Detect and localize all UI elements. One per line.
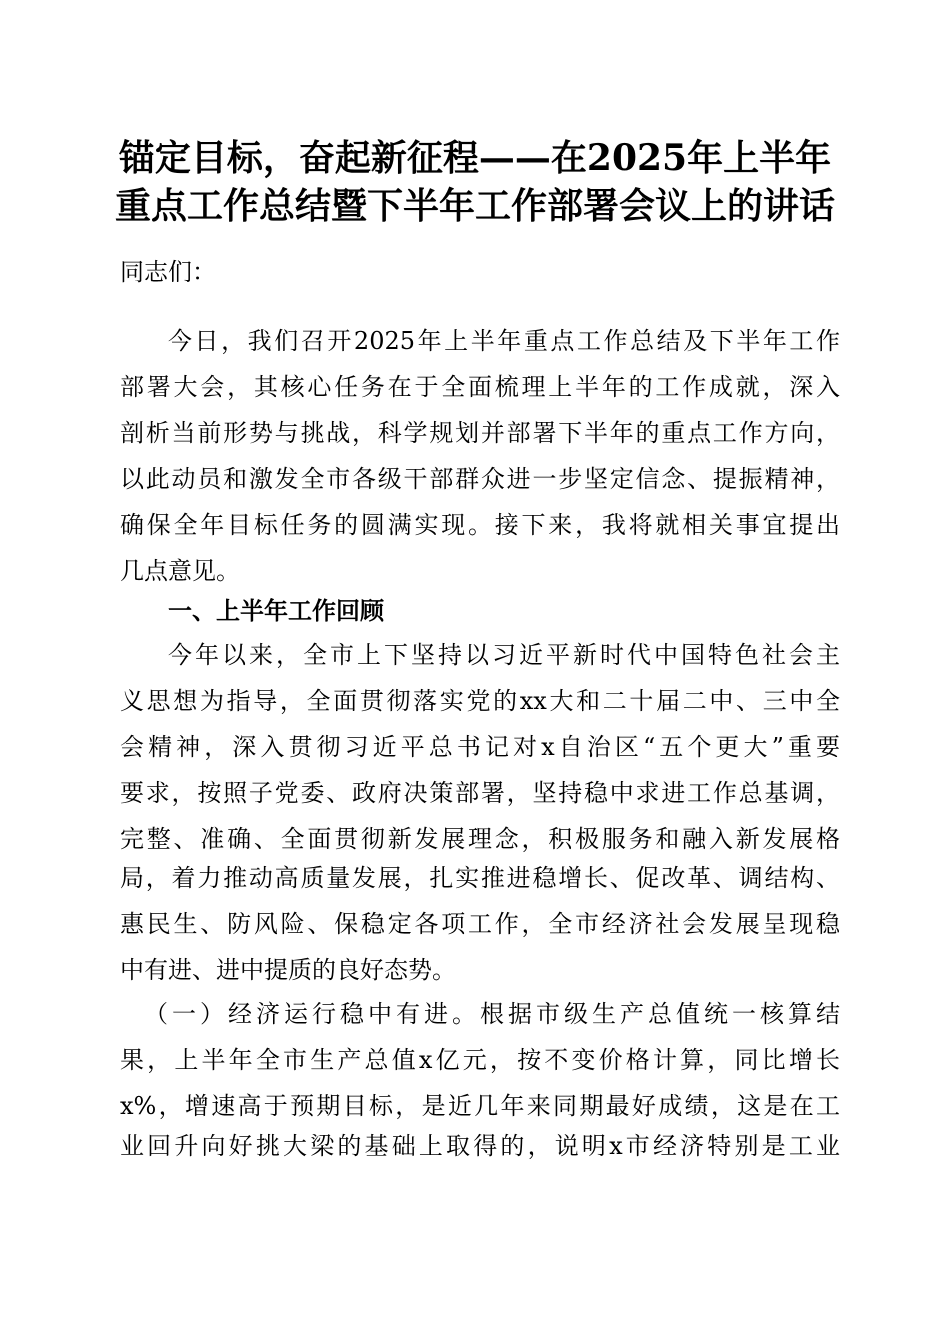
paragraph-2-line: 义思想为指导，全面贯彻落实党的xx大和二十届二中、三中全 — [120, 687, 840, 715]
paragraph-2-line: 中有进、进中提质的良好态势。 — [120, 956, 456, 984]
section-heading: 一、上半年工作回顾 — [168, 597, 384, 625]
paragraph-3-line: 果，上半年全市生产总值x亿元，按不变价格计算，同比增长 — [120, 1046, 840, 1074]
paragraph-1-line: 剖析当前形势与挑战，科学规划并部署下半年的重点工作方向， — [120, 419, 840, 447]
paragraph-2-line: 要求，按照子党委、政府决策部署，坚持稳中求进工作总基调， — [120, 779, 840, 807]
paragraph-1-line: 确保全年目标任务的圆满实现。接下来，我将就相关事宜提出 — [120, 511, 840, 539]
paragraph-2-line: 惠民生、防风险、保稳定各项工作，全市经济社会发展呈现稳 — [120, 910, 840, 938]
paragraph-3-line: 业回升向好挑大梁的基础上取得的，说明x市经济特别是工业 — [120, 1132, 840, 1160]
paragraph-2-line: 完整、准确、全面贯彻新发展理念，积极服务和融入新发展格 — [120, 825, 840, 853]
paragraph-1-line: 以此动员和激发全市各级干部群众进一步坚定信念、提振精神， — [120, 465, 840, 493]
paragraph-1-line: 部署大会，其核心任务在于全面梳理上半年的工作成就，深入 — [120, 373, 840, 401]
paragraph-3-line: x%，增速高于预期目标，是近几年来同期最好成绩，这是在工 — [120, 1092, 840, 1120]
document-title-line-1: 锚定目标，奋起新征程——在2025年上半年 — [118, 137, 832, 179]
paragraph-2-line: 会精神，深入贯彻习近平总书记对x自治区“五个更大”重要 — [120, 733, 840, 761]
paragraph-3-line: （一）经济运行稳中有进。根据市级生产总值统一核算结 — [144, 1000, 840, 1028]
paragraph-1-line: 几点意见。 — [120, 557, 240, 585]
paragraph-2-line: 局，着力推动高质量发展，扎实推进稳增长、促改革、调结构、 — [120, 864, 840, 892]
paragraph-1-line: 今日，我们召开2025年上半年重点工作总结及下半年工作 — [168, 327, 840, 355]
salutation: 同志们： — [120, 258, 216, 286]
document-title-line-2: 重点工作总结暨下半年工作部署会议上的讲话 — [114, 185, 835, 227]
paragraph-2-line: 今年以来，全市上下坚持以习近平新时代中国特色社会主 — [168, 641, 840, 669]
